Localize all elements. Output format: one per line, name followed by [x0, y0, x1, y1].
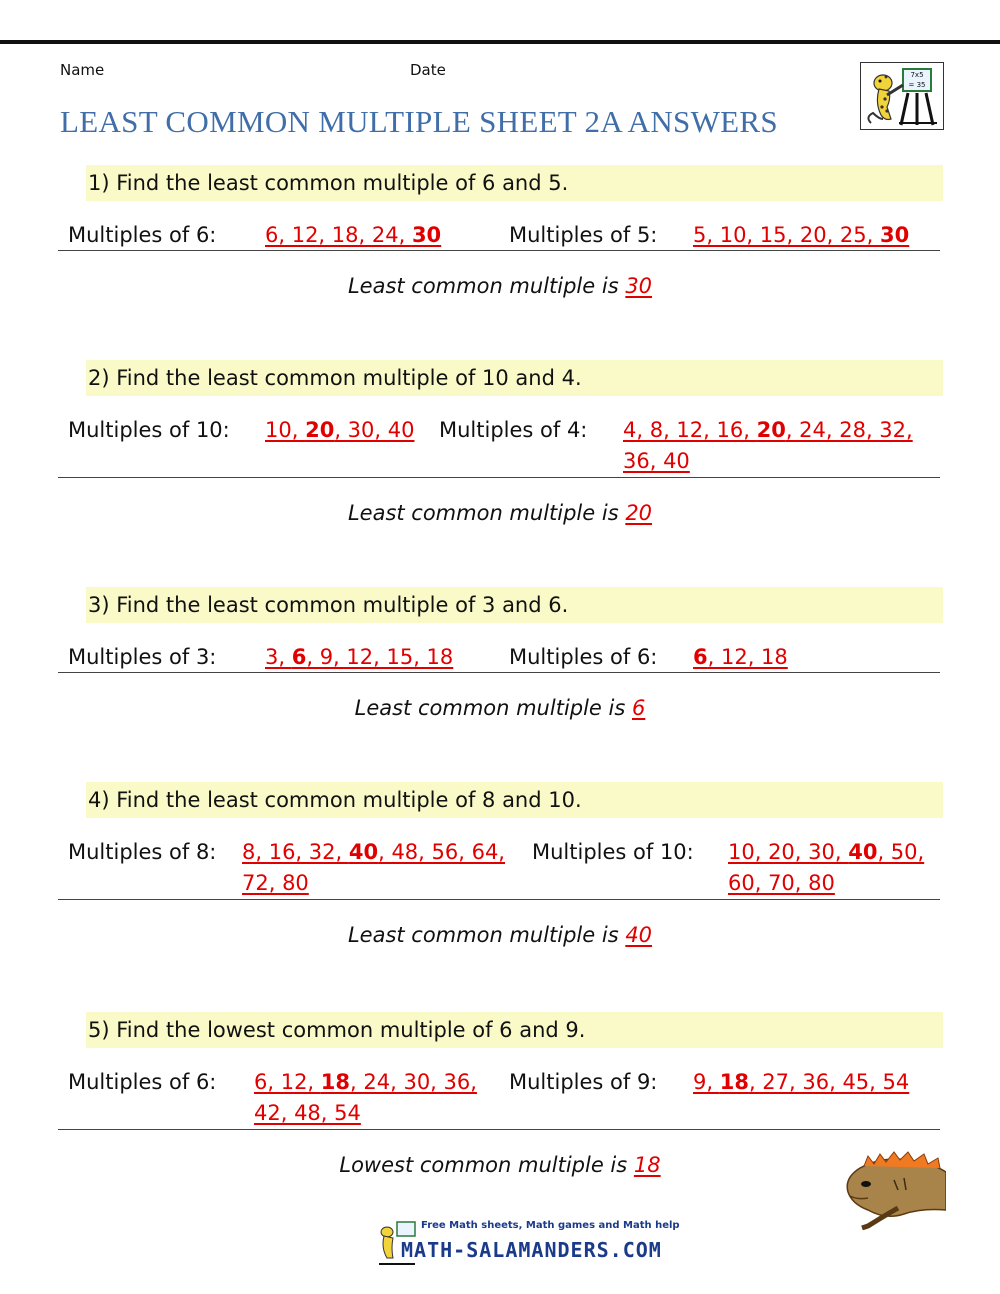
- multiple-list-text: 6, 12,: [254, 1070, 321, 1094]
- salamander-mascot-icon: [838, 1150, 946, 1230]
- q1-right-label: Multiples of 5:: [509, 223, 658, 247]
- q1-result: [0, 274, 1000, 298]
- q1-result-text: Least common multiple is: [347, 274, 626, 298]
- question-1-band: [86, 165, 943, 201]
- q3-result-text: Least common multiple is: [354, 696, 632, 720]
- multiple-list-text: 36, 40: [623, 449, 690, 473]
- question-3-band: [86, 587, 943, 623]
- footer-site-name: MATH-SALAMANDERS.COM: [401, 1238, 662, 1262]
- question-1-prompt: 1) Find the least common multiple of 6 and 5.: [88, 171, 569, 195]
- question-4-prompt: 4) Find the least common multiple of 8 and 10.: [88, 788, 582, 812]
- multiple-list-text: 4, 8, 12, 16,: [623, 418, 757, 442]
- q3-right-answer: [693, 642, 788, 673]
- lcm-highlight: 30: [411, 223, 442, 247]
- q5-left-label: Multiples of 6:: [68, 1070, 217, 1094]
- question-3-prompt: 3) Find the least common multiple of 3 and 6.: [88, 593, 569, 617]
- top-rule: [0, 40, 1000, 44]
- logo: [860, 62, 944, 130]
- q4-rule: [58, 899, 940, 900]
- multiple-list-text: 3,: [265, 645, 292, 669]
- page-title: LEAST COMMON MULTIPLE SHEET 2A ANSWERS: [60, 104, 778, 139]
- name-label: Name: [60, 61, 105, 79]
- multiple-list-text: , 24, 30, 36,: [350, 1070, 477, 1094]
- q2-result-text: Least common multiple is: [347, 501, 626, 525]
- q2-left-label: Multiples of 10:: [68, 418, 230, 442]
- multiple-list-text: 9,: [693, 1070, 720, 1094]
- lcm-highlight: 6: [291, 645, 307, 669]
- multiple-list-text: , 30, 40: [334, 418, 415, 442]
- q5-right-answer: [693, 1067, 909, 1098]
- q3-left-answer: [265, 642, 453, 673]
- question-2-prompt: 2) Find the least common multiple of 10 and 4.: [88, 366, 582, 390]
- lcm-highlight: 20: [756, 418, 786, 442]
- lcm-highlight: 20: [305, 418, 335, 442]
- q2-result-value: 20: [625, 501, 653, 525]
- multiple-list-text: , 9, 12, 15, 18: [306, 645, 454, 669]
- question-5-band: [86, 1012, 943, 1048]
- q1-right-answer: [693, 220, 909, 251]
- q3-result-value: 6: [631, 696, 646, 720]
- q3-result: [0, 696, 1000, 720]
- q2-right-label: Multiples of 4:: [439, 418, 588, 442]
- q2-right-answer: [623, 415, 913, 477]
- multiple-list-text: 10,: [265, 418, 306, 442]
- q4-right-answer: [728, 837, 924, 899]
- multiple-list-text: , 48, 56, 64,: [378, 840, 505, 864]
- q1-result-value: 30: [625, 274, 653, 298]
- q5-result-text: Lowest common multiple is: [339, 1153, 634, 1177]
- lcm-highlight: 18: [320, 1070, 351, 1094]
- q4-result-text: Least common multiple is: [347, 923, 626, 947]
- question-2-band: [86, 360, 943, 396]
- q4-left-answer: [242, 837, 505, 899]
- multiple-list-text: 10, 20, 30,: [728, 840, 849, 864]
- q1-left-answer: [265, 220, 441, 251]
- lcm-highlight: 6: [693, 645, 708, 669]
- lcm-highlight: 40: [348, 840, 379, 864]
- q4-result-value: 40: [625, 923, 653, 947]
- lcm-highlight: 30: [880, 223, 910, 247]
- q5-right-label: Multiples of 9:: [509, 1070, 658, 1094]
- multiple-list-text: 6, 12, 18, 24,: [265, 223, 412, 247]
- lcm-highlight: 40: [848, 840, 878, 864]
- q1-left-label: Multiples of 6:: [68, 223, 217, 247]
- q1-rule: [58, 250, 940, 251]
- q4-right-label: Multiples of 10:: [532, 840, 694, 864]
- svg-text:= 35: = 35: [908, 81, 926, 89]
- q5-result-value: 18: [633, 1153, 661, 1177]
- question-5-prompt: 5) Find the lowest common multiple of 6 and 9.: [88, 1018, 586, 1042]
- multiple-list-text: 8, 16, 32,: [242, 840, 349, 864]
- salamander-teacher-icon: [861, 63, 943, 129]
- lcm-highlight: 18: [719, 1070, 749, 1094]
- q3-right-label: Multiples of 6:: [509, 645, 658, 669]
- q2-result: [0, 501, 1000, 525]
- multiple-list-text: , 27, 36, 45, 54: [748, 1070, 910, 1094]
- question-4-band: [86, 782, 943, 818]
- multiple-list-text: , 24, 28, 32,: [785, 418, 913, 442]
- q3-left-label: Multiples of 3:: [68, 645, 217, 669]
- q4-left-label: Multiples of 8:: [68, 840, 217, 864]
- multiple-list-text: 42, 48, 54: [254, 1101, 361, 1125]
- svg-text:7x5: 7x5: [910, 71, 924, 79]
- multiple-list-text: , 12, 18: [707, 645, 788, 669]
- multiple-list-text: 60, 70, 80: [728, 871, 835, 895]
- footer-tagline: Free Math sheets, Math games and Math help: [421, 1220, 680, 1231]
- q4-result: [0, 923, 1000, 947]
- q5-rule: [58, 1129, 940, 1130]
- q3-rule: [58, 672, 940, 673]
- multiple-list-text: 5, 10, 15, 20, 25,: [693, 223, 881, 247]
- q2-left-answer: [265, 415, 414, 446]
- footer-logo: [375, 1220, 680, 1270]
- multiple-list-text: , 50,: [877, 840, 925, 864]
- q2-rule: [58, 477, 940, 478]
- multiple-list-text: 72, 80: [242, 871, 309, 895]
- date-label: Date: [410, 61, 446, 79]
- q5-left-answer: [254, 1067, 477, 1129]
